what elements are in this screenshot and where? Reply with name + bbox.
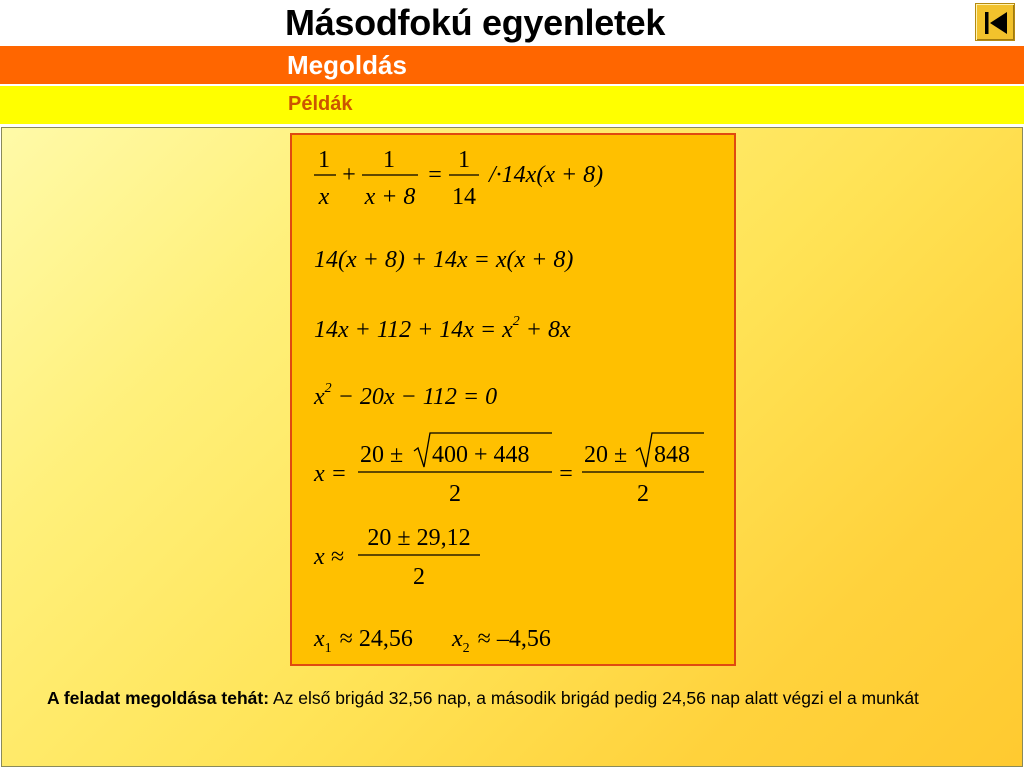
eq4-lead: x	[314, 384, 325, 410]
eq1-frac1-num: 1	[318, 147, 330, 173]
eq3-exponent: 2	[512, 314, 520, 329]
eq7-x2-value: ≈ –4,56	[477, 626, 551, 652]
equation-box	[290, 133, 736, 666]
eq4-rest: − 20x − 112 = 0	[331, 384, 498, 410]
equation-3	[314, 314, 571, 343]
eq5-frac2-den: 2	[637, 481, 649, 507]
equation-2: 14(x + 8) + 14x = x(x + 8)	[314, 247, 574, 273]
eq7-x2: x	[452, 626, 463, 652]
equation-6	[313, 525, 480, 590]
eq3-rest: + 8x	[519, 317, 571, 343]
eq6-frac-num: 20 ± 29,12	[367, 525, 471, 551]
eq7-x1-value: ≈ 24,56	[339, 626, 413, 652]
eq5-frac2-radicand: 848	[654, 442, 690, 468]
skip-back-icon	[976, 4, 1016, 42]
equation-1	[314, 147, 603, 210]
eq5-lhs: x =	[314, 461, 347, 487]
page-title: Másodfokú egyenletek	[285, 2, 666, 43]
eq7-x2-sub: 2	[462, 641, 470, 656]
svg-text:x2 − 20x − 112 = 0	[313, 381, 497, 410]
eq4-exponent: 2	[324, 381, 332, 396]
eq5-frac2-lead: 20 ±	[584, 442, 628, 468]
svg-text:x2≈ –4,56	[451, 626, 551, 656]
eq7-x1: x	[314, 626, 325, 652]
answer-lead: A feladat megoldása tehát:	[47, 688, 270, 708]
equation-7	[313, 626, 551, 656]
eq1-frac2-num: 1	[383, 147, 395, 173]
subsection-band	[0, 86, 1024, 124]
eq1-multiplier: /·14x(x + 8)	[489, 162, 604, 188]
svg-text:14x + 112 + 14x = x2 + 8x	[314, 314, 571, 343]
section-title: Megoldás	[287, 50, 407, 80]
eq6-lhs: x ≈	[314, 544, 344, 570]
eq7-x1-sub: 1	[324, 641, 332, 656]
equation-4	[313, 381, 497, 410]
svg-text:x1≈ 24,56	[313, 626, 413, 656]
eq1-frac3-num: 1	[458, 147, 470, 173]
eq5-frac1-radicand: 400 + 448	[432, 442, 530, 468]
eq1-frac1-den: x	[318, 184, 330, 210]
subsection-title: Példák	[288, 93, 353, 115]
answer-body: Az első brigád 32,56 nap, a második brigád pedig 24,56 nap alatt végzi el a munkát	[269, 688, 919, 708]
eq3-main: 14x + 112 + 14x = x	[314, 317, 513, 343]
equation-derivation	[292, 135, 738, 668]
eq5-frac1-lead: 20 ±	[360, 442, 404, 468]
answer-text	[47, 686, 977, 710]
eq1-frac2-den: x + 8	[364, 184, 416, 210]
back-button[interactable]	[975, 3, 1015, 41]
eq6-frac-den: 2	[413, 564, 425, 590]
equation-5	[313, 433, 704, 507]
section-band	[0, 46, 1024, 84]
eq1-frac3-den: 14	[452, 184, 476, 210]
eq5-op: =	[559, 461, 573, 487]
eq1-op2: =	[428, 162, 442, 188]
eq1-op1: +	[342, 162, 356, 188]
eq5-frac1-den: 2	[449, 481, 461, 507]
